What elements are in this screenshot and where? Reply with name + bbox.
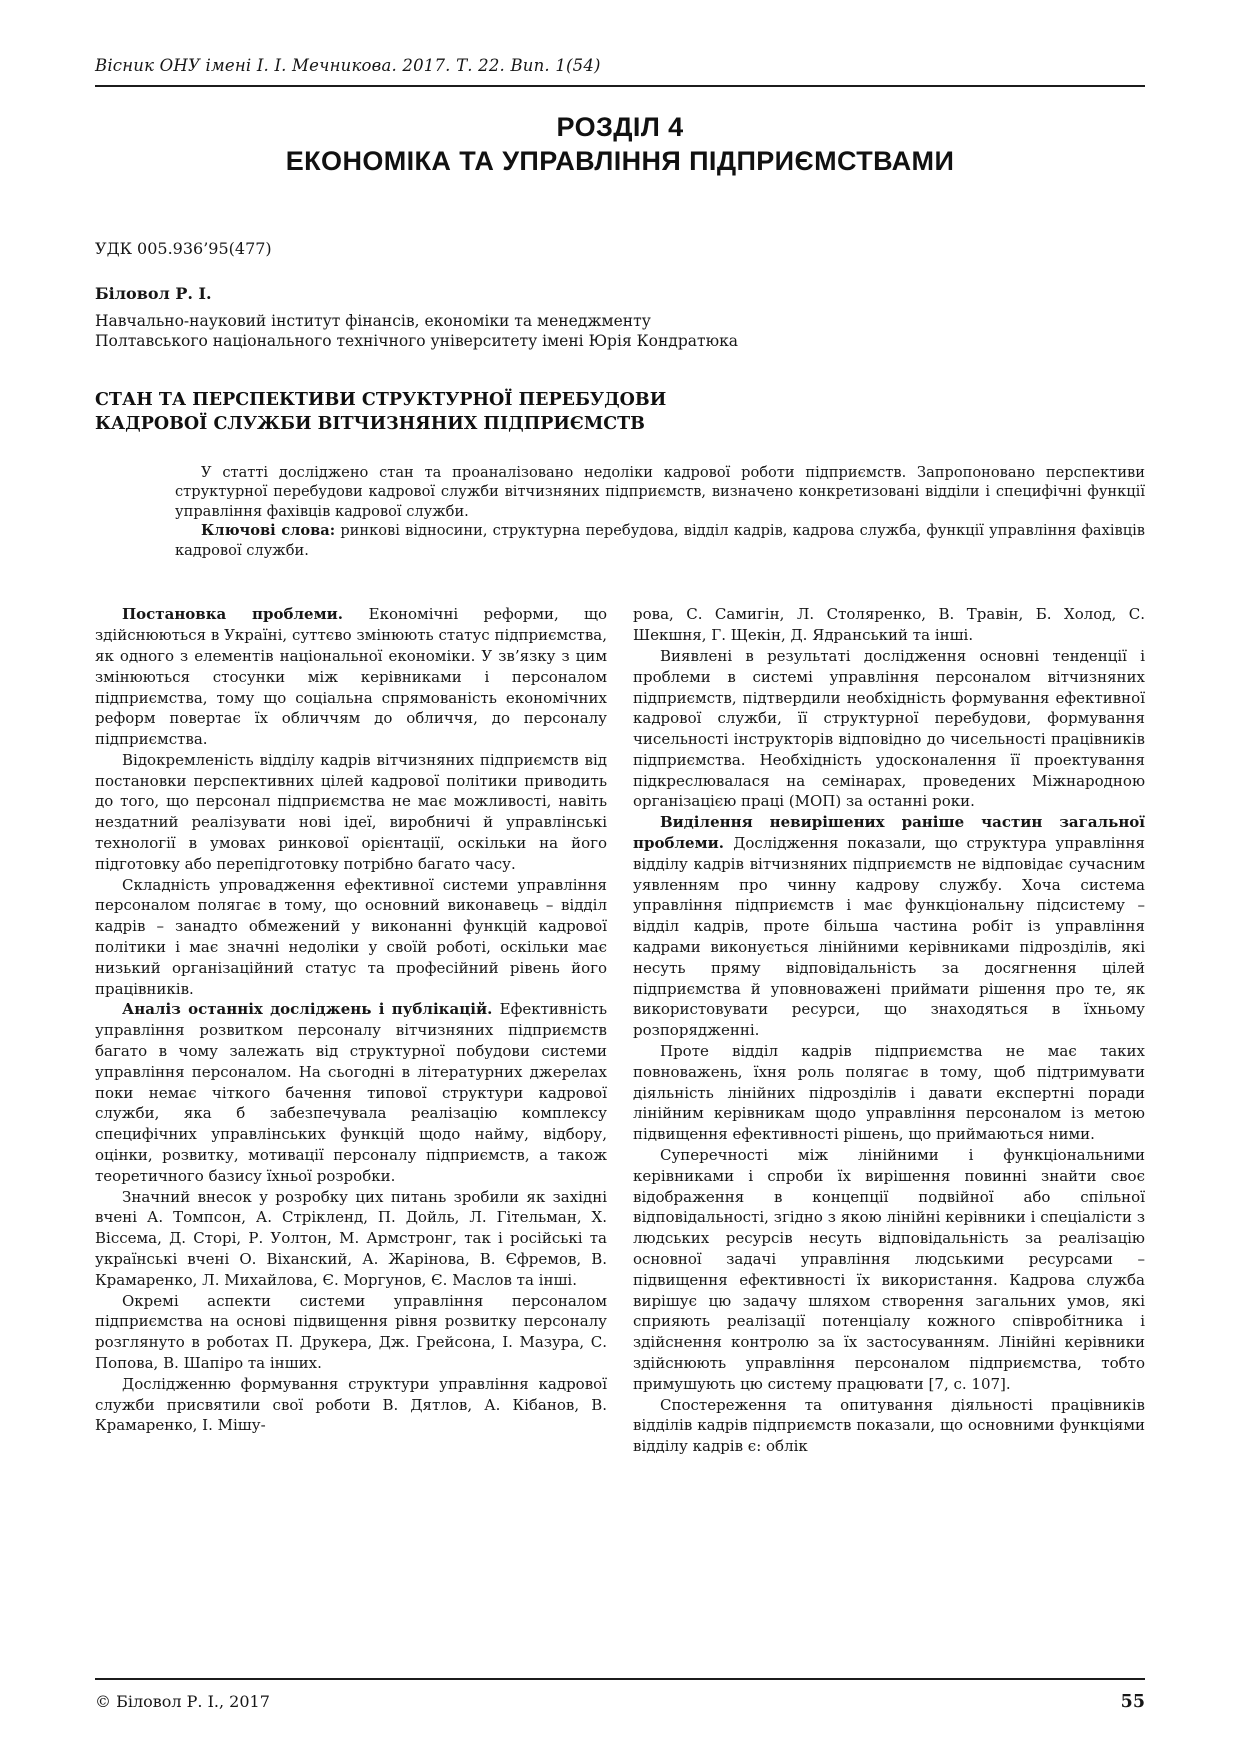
- author-name: Біловол Р. І.: [95, 283, 212, 303]
- abstract: [175, 463, 1145, 561]
- paragraph: Дослідженню формування структури управління кадрової служби присвятили свої роботи В. Дятлов, А. Кібанов, В. Крамаренко, І. Мішу-: [95, 1374, 607, 1435]
- keywords-text: ринкові відносини, структурна перебудова, відділ кадрів, кадрова служба, функції управління фахівців кадрової служби.: [175, 522, 1146, 559]
- keywords-label: Ключові слова:: [201, 522, 336, 540]
- right-column: [633, 604, 1145, 1457]
- paragraph: Суперечності між лінійними і функціональними керівниками і спроби їх вирішення повинні знайти своє відображення в концепції подвійної або спільної відповідальності, згідно з якою лінійні керівники і спеціалісти з людських ресурсів несуть відповідальність за реалізацію основної задачі управління людськими ресурсами – підвищення ефективності їх використання. Кадрова служба вирішує цю задачу шляхом створення загальних умов, які сприяють реалізації потенціалу кожного співробітника і здійснення контролю за їх застосуванням. Лінійні керівники здійснюють управління персоналом підприємства, тобто примушують цю систему працювати [7, с. 107].: [633, 1146, 1145, 1393]
- paragraph: Виділення невирішених раніше частин загальної проблеми. Дослідження показали, що структура управління відділу кадрів вітчизняних підприємств не відповідає сучасним уявленням про чинну кадрову службу. Хоча система управління підприємств і має функціональну підсистему – відділ кадрів, проте більша частина робіт із управління кадрами виконується лінійними керівниками підрозділів, які несуть пряму відповідальність за досягнення цілей підприємства й уповноважені приймати рішення про те, як використовувати ресурси, що знаходяться в їхньому розпорядженні.: [633, 813, 1146, 1040]
- article-body: [95, 604, 1145, 1457]
- paragraph: Значний внесок у розробку цих питань зробили як західні вчені А. Томпсон, А. Стрікленд, П. Дойль, Л. Гітельман, Х. Віссема, Д. Сторі, Р. Уолтон, М. Армстронг, так і російські та українські вчені О. Віханский, А. Жарінова, В. Єфремов, В. Крамаренко, Л. Михайлова, Є. Моргунов, Є. Маслов та інші.: [95, 1187, 607, 1289]
- page-footer: [95, 1678, 1145, 1712]
- running-head: [95, 56, 1145, 85]
- paragraph: Складність упровадження ефективної системи управління персоналом полягає в тому, що основний виконавець – відділ кадрів – занадто обмежений у виконанні функцій кадрової політики і має значні недоліки у своїй роботі, оскільки має низький організаційний статус та професійний рівень його працівників.: [95, 875, 607, 998]
- affiliation-line-1: Навчально-науковий інститут фінансів, економіки та менеджменту: [95, 312, 651, 331]
- udc-code: УДК 005.936’95(477): [95, 238, 272, 258]
- paragraph-lead: Виділення невирішених раніше частин загальної проблеми.: [633, 813, 1145, 853]
- abstract-text: У статті досліджено стан та проаналізовано недоліки кадрової роботи підприємств. Запропоновано перспективи структурної перебудови кадрової служби вітчизняних підприємств, визначено конкретизовані відділи і специфічні функції управління фахівців кадрової служби.: [175, 463, 1145, 520]
- article-title-line-1: СТАН ТА ПЕРСПЕКТИВИ СТРУКТУРНОЇ ПЕРЕБУДОВИ: [95, 389, 667, 410]
- page-number: 55: [1120, 1692, 1145, 1712]
- paragraph: Аналіз останніх досліджень і публікацій. Ефективність управління розвитком персоналу вітчизняних підприємств багато в чому залежать від структурної побудови системи управління персоналом. На сьогодні в літературних джерелах поки немає чіткого бачення типової структури кадрової служби, яка б забезпечувала реалізацію комплексу специфічних управлінських функцій щодо найму, відбору, оцінки, розвитку, мотивації персоналу підприємств, а також теоретичного базису їхньої розробки.: [95, 1000, 607, 1185]
- left-column: [95, 604, 607, 1457]
- affiliation-line-2: Полтавського національного технічного університету імені Юрія Кондратюка: [95, 332, 739, 351]
- copyright-notice: © Біловол Р. І., 2017: [95, 1692, 270, 1711]
- paragraph-lead: Аналіз останніх досліджень і публікацій.: [122, 1000, 500, 1019]
- section-name: ЕКОНОМІКА ТА УПРАВЛІННЯ ПІДПРИЄМСТВАМИ: [285, 145, 955, 176]
- author-block: [95, 284, 1145, 352]
- keywords-paragraph: [175, 521, 1145, 560]
- article-title: [95, 388, 1145, 437]
- article-title-line-2: КАДРОВОЇ СЛУЖБИ ВІТЧИЗНЯНИХ ПІДПРИЄМСТВ: [95, 414, 645, 435]
- paragraph: Виявлені в результаті дослідження основні тенденції і проблеми в системі управління персоналом вітчизняних підприємств, підтвердили необхідність формування ефективної кадрової служби, її структурної перебудови, формування чисельності інструкторів відповідно до чисельності працівників підприємства. Необхідність удосконалення її проектування підкреслювалася на семінарах, проведених Міжнародною організацією праці (МОП) за останні роки.: [633, 646, 1145, 811]
- paragraph-lead: Постановка проблеми.: [122, 605, 369, 624]
- paragraph: Постановка проблеми. Економічні реформи, що здійснюються в Україні, суттєво змінюють статус підприємства, як одного з елементів національної економіки. У зв’язку з цим змінюються стосунки між керівниками і персоналом підприємства, тому що соціальна спрямованість економічних реформ повертає їх обличчям до обличчя, до персоналу підприємства.: [95, 605, 607, 749]
- paragraph: Спостереження та опитування діяльності працівників відділів кадрів підприємств показали, що основними функціями відділу кадрів є: облік: [633, 1395, 1145, 1456]
- paragraph: рова, С. Самигін, Л. Столяренко, В. Травін, Б. Холод, С. Шекшня, Г. Щекін, Д. Ядранський та інші.: [633, 605, 1145, 645]
- header-rule: [95, 85, 1145, 87]
- section-title: [95, 111, 1145, 179]
- paragraph: Відокремленість відділу кадрів вітчизняних підприємств від постановки перспективних цілей кадрової політики приводить до того, що персонал підприємства не має можливості, навіть нездатний реалізувати нові ідеї, виробничі й управлінські технології в умовах ринкової орієнтації, оскільки на його підготовку або перепідготовку потрібно багато часу.: [95, 750, 607, 873]
- paragraph: Окремі аспекти системи управління персоналом підприємства на основі підвищення рівня розвитку персоналу розглянуто в роботах П. Друкера, Дж. Грейсона, І. Мазура, С. Попова, В. Шапіро та інших.: [95, 1291, 607, 1372]
- paragraph: Проте відділ кадрів підприємства не має таких повноважень, їхня роль полягає в тому, щоб підтримувати діяльність лінійних підрозділів і давати експертні поради лінійним керівникам щодо управління персоналом із метою підвищення ефективності рішень, що приймаються ними.: [633, 1042, 1145, 1144]
- section-number: РОЗДІЛ 4: [556, 112, 684, 142]
- journal-citation: Вісник ОНУ імені І. І. Мечникова. 2017. Т. 22. Вип. 1(54): [95, 56, 601, 75]
